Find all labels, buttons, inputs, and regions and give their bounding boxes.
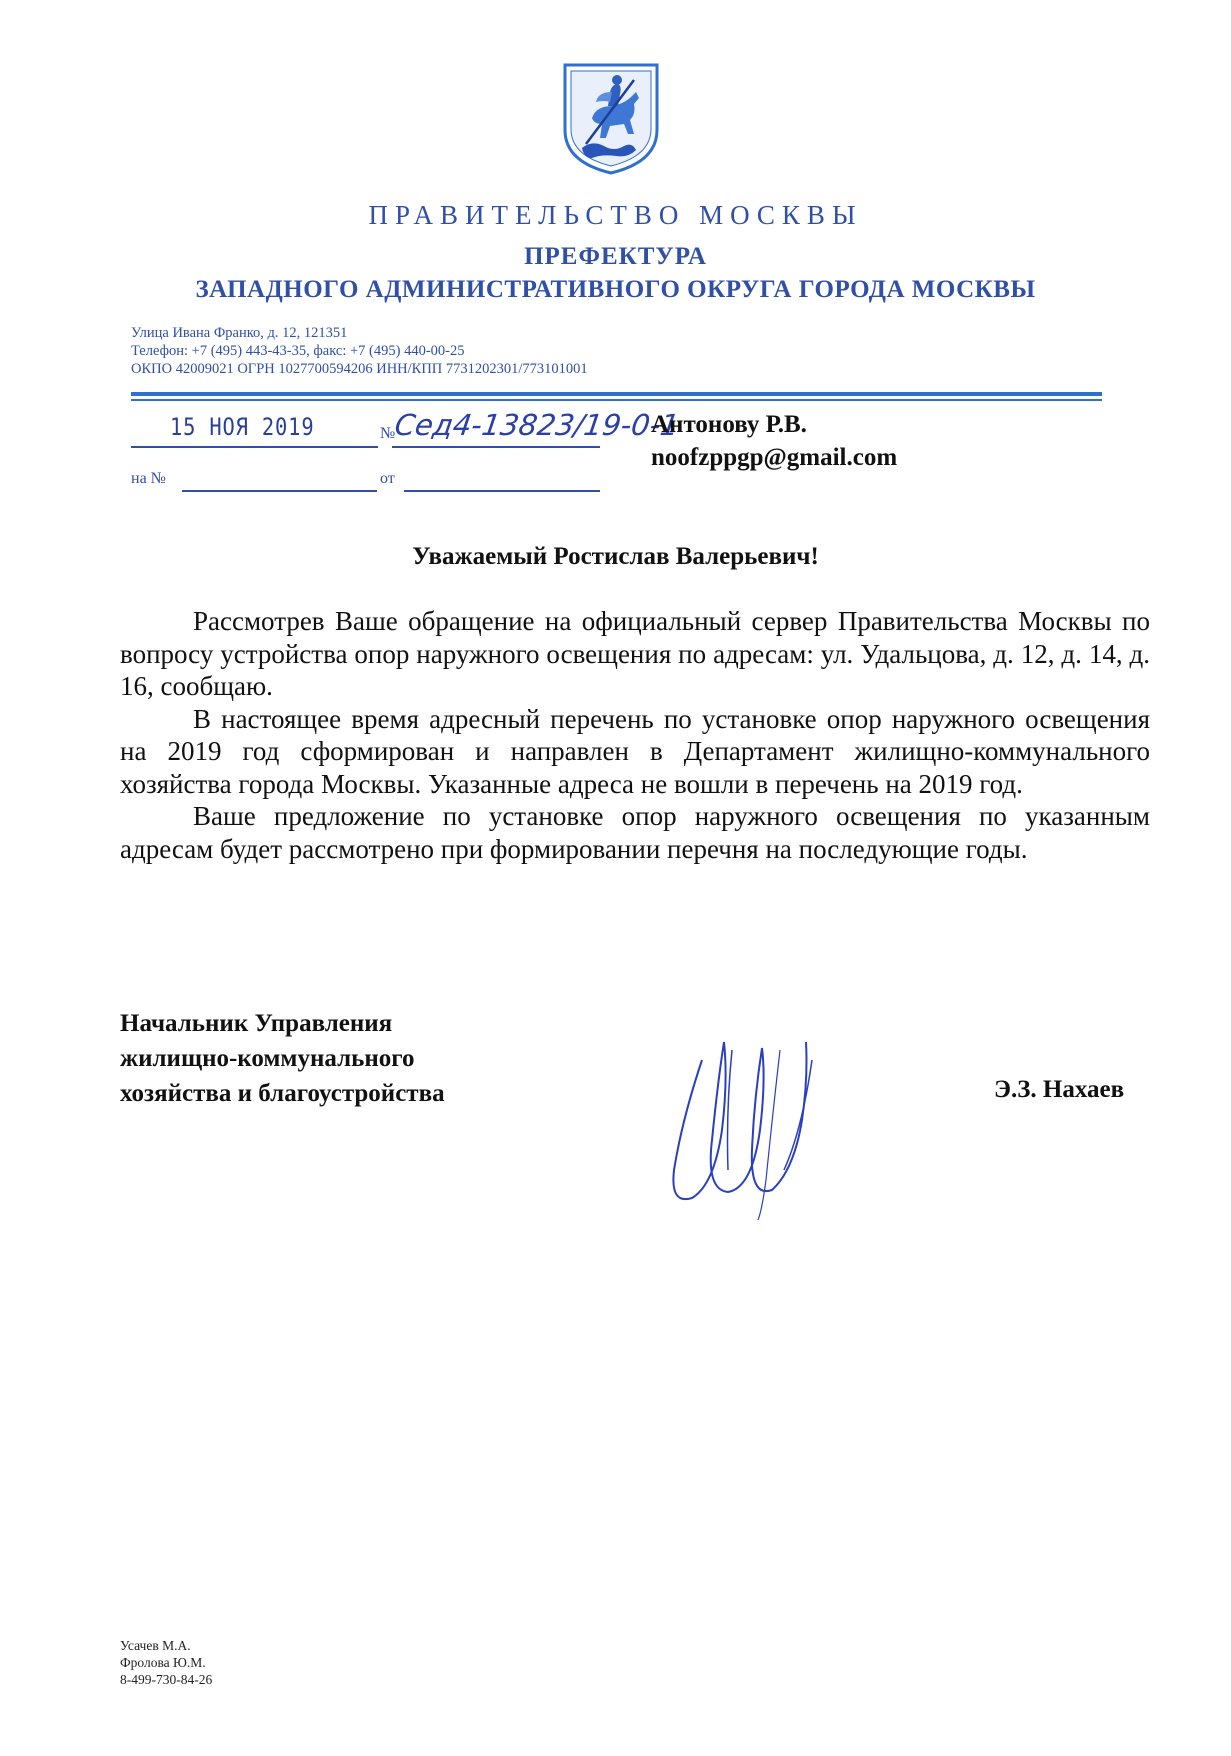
- contact-details: [131, 324, 588, 378]
- number-underline: [392, 446, 600, 448]
- registration-number: Сед4-13823/19-0-1: [392, 408, 682, 442]
- executors-info: [120, 1637, 212, 1688]
- letter-body: [120, 605, 1150, 865]
- addressee-name: Антонову Р.В.: [651, 411, 807, 438]
- paragraph: Рассмотрев Ваше обращение на официальный сервер Правительства Москвы по вопросу устройства опор наружного освещения по адресам: ул. Удальцова, д. 12, д. 14, д. 16, сообщаю.: [120, 606, 1150, 701]
- header-rule-thick: [131, 392, 1102, 396]
- ref-number-blank: [182, 490, 377, 492]
- government-title: ПРАВИТЕЛЬСТВО МОСКВЫ: [368, 200, 863, 230]
- position-line: хозяйства и благоустройства: [120, 1080, 445, 1107]
- district-title: ЗАПАДНОГО АДМИНИСТРАТИВНОГО ОКРУГА ГОРОДА МОСКВЫ: [195, 276, 1036, 303]
- executor-phone: 8-499-730-84-26: [120, 1672, 213, 1687]
- handwritten-signature: [662, 1020, 842, 1220]
- addressee-email: noofzppgp@gmail.com: [651, 444, 898, 471]
- ref-date-blank: [404, 490, 600, 492]
- address-line: Улица Ивана Франко, д. 12, 121351: [131, 325, 348, 341]
- moscow-coat-of-arms-icon: [562, 62, 660, 176]
- ref-number-label: на №: [131, 470, 166, 487]
- position-line: Начальник Управления: [120, 1010, 393, 1037]
- header-rule-thin: [131, 399, 1102, 401]
- position-line: жилищно-коммунального: [120, 1045, 415, 1072]
- codes-line: ОКПО 42009021 ОГРН 1027700594206 ИНН/КПП 7731202301/773101001: [131, 361, 588, 377]
- number-mark: №: [380, 425, 396, 442]
- paragraph: В настоящее время адресный перечень по установке опор наружного освещения на 2019 год сформирован и направлен в Департамент жилищно-коммунального хозяйства города Москвы. Указанные адреса не вошли в перечень на 2019 год.: [120, 703, 1150, 799]
- registration-date-stamp: 15 НОЯ 2019: [170, 413, 315, 441]
- signer-name: Э.З. Нахаев: [994, 1076, 1125, 1103]
- signer-position: [120, 1006, 445, 1111]
- executor-line: Фролова Ю.М.: [120, 1655, 206, 1670]
- salutation: Уважаемый Ростислав Валерьевич!: [412, 543, 819, 570]
- ref-date-label: от: [380, 470, 395, 487]
- paragraph: Ваше предложение по установке опор наружного освещения по указанным адресам будет рассмотрено при формировании перечня на последующие годы.: [120, 801, 1150, 864]
- date-underline: [131, 446, 378, 448]
- phone-line: Телефон: +7 (495) 443-43-35, факс: +7 (495) 440-00-25: [131, 343, 465, 359]
- prefecture-title: ПРЕФЕКТУРА: [524, 243, 707, 270]
- executor-line: Усачев М.А.: [120, 1638, 191, 1653]
